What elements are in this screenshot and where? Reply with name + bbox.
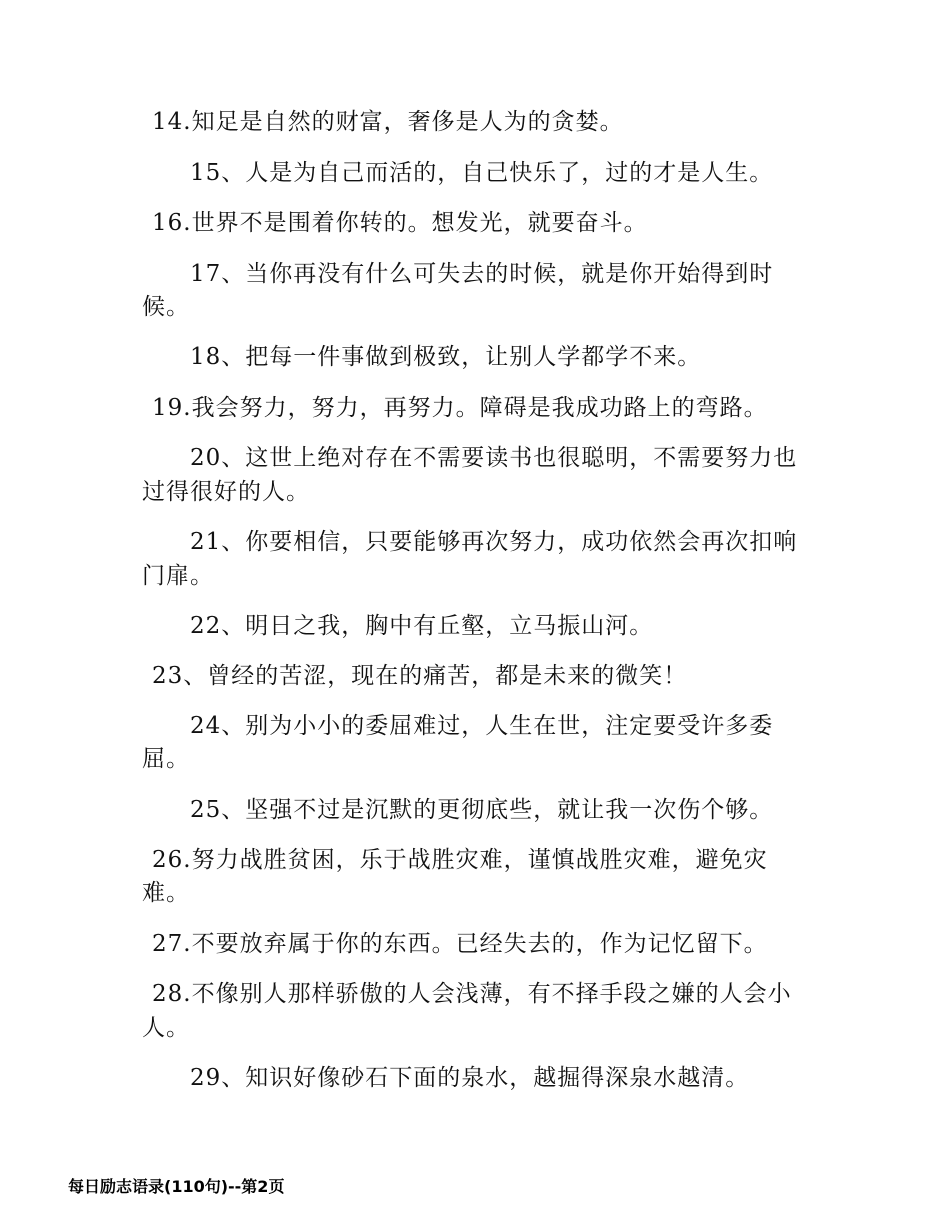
quote-23: 23、曾经的苦涩，现在的痛苦，都是未来的微笑！: [152, 663, 688, 689]
quote-21-line1: 21、你要相信，只要能够再次努力，成功依然会再次扣响: [190, 529, 798, 555]
quote-19: 19.我会努力，努力，再努力。障碍是我成功路上的弯路。: [152, 395, 768, 421]
quote-24-line1: 24、别为小小的委屈难过，人生在世，注定要受许多委: [190, 713, 774, 739]
quote-15: 15、人是为自己而活的，自己快乐了，过的才是人生。: [190, 160, 774, 186]
quote-20-line2: 过得很好的人。: [142, 479, 310, 505]
page-footer: 每日励志语录(110句)--第2页: [68, 1177, 285, 1196]
quote-28-line2: 人。: [142, 1015, 190, 1041]
quote-29: 29、知识好像砂石下面的泉水，越掘得深泉水越清。: [190, 1065, 750, 1091]
quote-21-line2: 门扉。: [142, 563, 214, 589]
quote-28-line1: 28.不像别人那样骄傲的人会浅薄，有不择手段之嫌的人会小: [152, 981, 792, 1007]
quote-18: 18、把每一件事做到极致，让别人学都学不来。: [190, 344, 702, 370]
quote-26-line1: 26.努力战胜贫困，乐于战胜灾难，谨慎战胜灾难，避免灾: [152, 847, 768, 873]
quote-24-line2: 屈。: [142, 746, 190, 772]
quote-20-line1: 20、这世上绝对存在不需要读书也很聪明，不需要努力也: [190, 445, 798, 471]
quote-14: 14.知足是自然的财富，奢侈是人为的贪婪。: [152, 109, 624, 135]
quote-25: 25、坚强不过是沉默的更彻底些，就让我一次伤个够。: [190, 797, 774, 823]
quote-17-line2: 候。: [142, 294, 190, 320]
quote-27: 27.不要放弃属于你的东西。已经失去的，作为记忆留下。: [152, 931, 768, 957]
quote-16: 16.世界不是围着你转的。想发光，就要奋斗。: [152, 210, 648, 236]
quote-22: 22、明日之我，胸中有丘壑，立马振山河。: [190, 613, 654, 639]
quote-26-line2: 难。: [142, 880, 190, 906]
quote-17-line1: 17、当你再没有什么可失去的时候，就是你开始得到时: [190, 261, 774, 287]
